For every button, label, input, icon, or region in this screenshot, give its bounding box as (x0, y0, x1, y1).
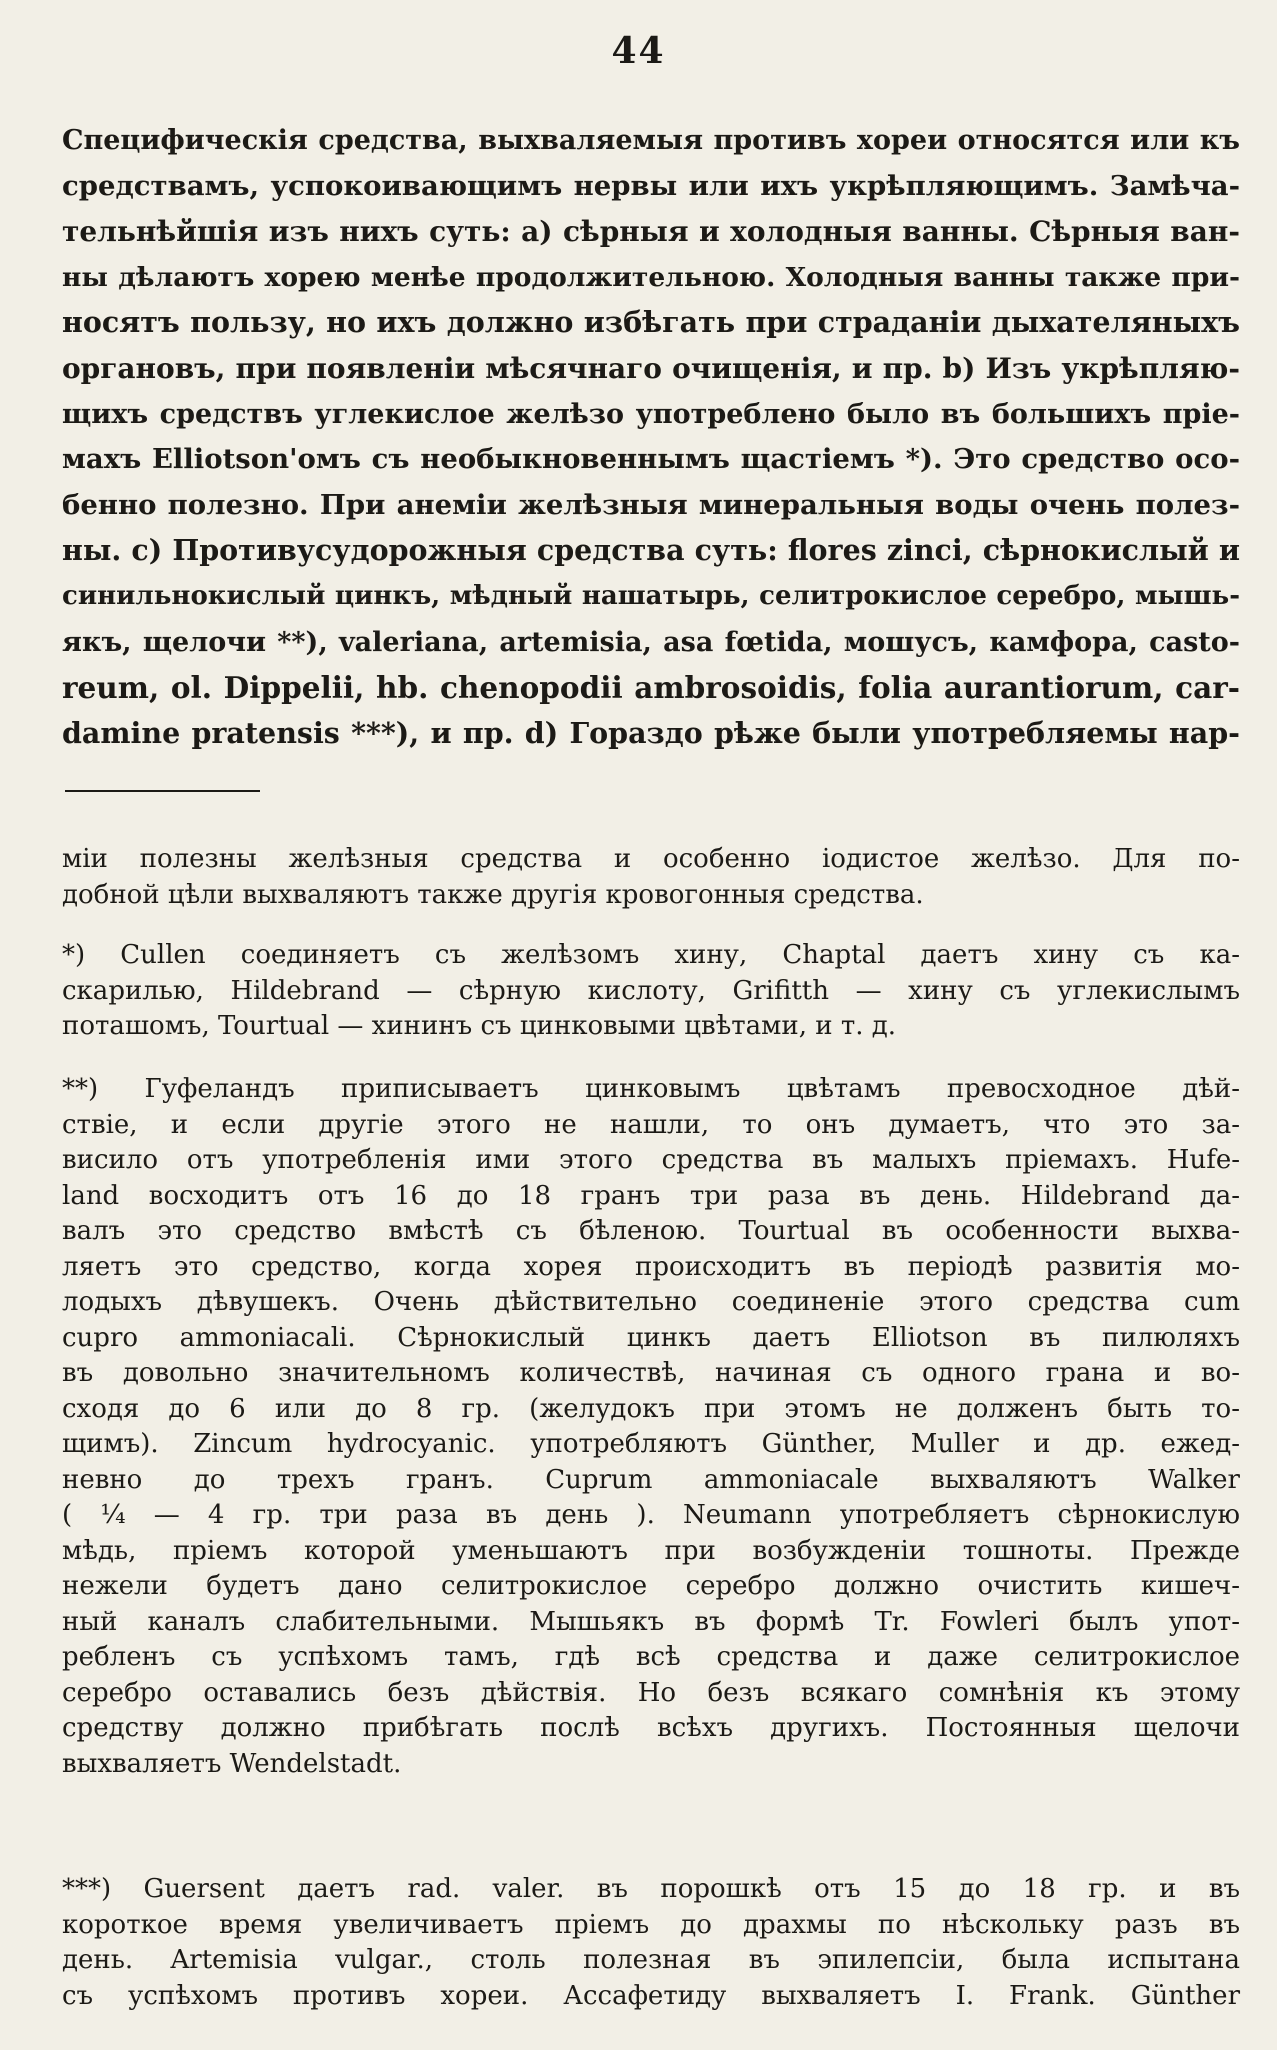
footnote-line: въ довольно значительномъ количествѣ, начиная съ одного грана и во- (62, 1358, 1240, 1388)
footnote-line: нежели будетъ дано селитрокислое серебро должно очистить кишеч- (62, 1571, 1240, 1601)
text-line: ны. с) Противусудорожныя средства суть: flores zinci, сѣрнокислый и (62, 533, 1240, 568)
text-line: синильнокислый цинкъ, мѣдный нашатырь, селитрокислое серебро, мышь- (62, 580, 1240, 611)
footnote-line: добной цѣли выхваляютъ также другія кровогонныя средства. (62, 879, 924, 910)
text-line: махъ Elliotson'омъ съ необыкновеннымъ щастіемъ *). Это средство осо- (62, 443, 1240, 476)
text-line: носятъ пользу, но ихъ должно избѣгать при страданіи дыхателяныхъ (62, 305, 1240, 340)
footnote-line: ***) Guersent даетъ rad. valer. въ порошкѣ отъ 15 до 18 гр. и въ (62, 1874, 1240, 1904)
footnote-line: ляетъ это средство, когда хорея происходитъ въ періодѣ развитія мо- (62, 1251, 1240, 1282)
text-line: Специфическія средства, выхваляемыя противъ хореи относятся или къ (62, 125, 1240, 156)
footnote-line: ный каналъ слабительными. Мышьякъ въ формѣ Tr. Fowleri былъ упот- (62, 1606, 1240, 1637)
page-number: 44 (611, 30, 666, 72)
footnote-line: средству должно прибѣгать послѣ всѣхъ другихъ. Постоянныя щелочи (62, 1713, 1240, 1743)
footnote-line: **) Гуфеландъ приписываетъ цинковымъ цвѣтамъ превосходное дѣй- (62, 1074, 1240, 1104)
footnote-divider (65, 790, 260, 792)
footnote-line: мѣдь, пріемъ которой уменьшаютъ при возбужденіи тошноты. Прежде (62, 1535, 1240, 1566)
footnote-line: *) Cullen соединяетъ съ желѣзомъ хину, Chaptal даетъ хину съ ка- (62, 940, 1240, 970)
footnote-line: выхваляетъ Wendelstadt. (62, 1748, 402, 1779)
footnote-line: поташомъ, Tourtual — хининъ съ цинковыми цвѣтами, и т. д. (62, 1011, 897, 1041)
text-line: бенно полезно. При анеміи желѣзныя минеральныя воды очень полез- (62, 488, 1240, 521)
text-line: reum, ol. Dippelii, hb. chenopodii ambrosoidis, folia aurantiorum, car- (62, 670, 1240, 706)
footnote-line: съ успѣхомъ противъ хореи. Ассафетиду выхваляетъ I. Frank. Günther (62, 1980, 1240, 2011)
text-line: ны дѣлаютъ хорею менѣе продолжительною. Холодныя ванны также при- (62, 261, 1240, 293)
text-line: якъ, щелочи **), valeriana, artemisia, asa fœtida, мошусъ, камфора, casto- (62, 626, 1240, 658)
footnote-continuation (62, 842, 1240, 913)
text-line: damine pratensis ***), и пр. d) Гораздо рѣже были употребляемы нар- (62, 715, 1240, 750)
text-line: тельнѣйшія изъ нихъ суть: а) сѣрныя и холодныя ванны. Сѣрныя ван- (62, 215, 1240, 249)
footnote-line: ствіе, и если другіе этого не нашли, то онъ думаетъ, что это за- (62, 1109, 1240, 1140)
footnote-line: щимъ). Zincum hydrocyanic. употребляютъ Günther, Muller и др. ежед- (62, 1429, 1240, 1459)
footnote-1 (62, 938, 1240, 1045)
text-line: органовъ, при появленіи мѣсячнаго очищенія, и пр. b) Изъ укрѣпляю- (62, 351, 1240, 385)
text-line: средствамъ, успокоивающимъ нервы или ихъ укрѣпляющимъ. Замѣча- (62, 169, 1240, 202)
footnote-line: ( ¼ — 4 гр. три раза въ день ). Neumann употребляетъ сѣрнокислую (62, 1500, 1240, 1530)
footnote-2 (62, 1072, 1240, 1782)
footnote-line: лодыхъ дѣвушекъ. Очень дѣйствительно соединеніе этого средства cum (62, 1287, 1240, 1317)
main-paragraph (62, 118, 1240, 756)
footnote-line: сходя до 6 или до 8 гр. (желудокъ при этомъ не долженъ быть то- (62, 1393, 1240, 1424)
footnote-line: міи полезны желѣзныя средства и особенно іодистое желѣзо. Для по- (62, 844, 1240, 874)
footnote-line: невно до трехъ гранъ. Cuprum ammoniacale выхваляютъ Walker (62, 1464, 1240, 1495)
footnote-line: короткое время увеличиваетъ пріемъ до драхмы по нѣскольку разъ въ (62, 1909, 1240, 1940)
footnote-line: cupro ammoniacali. Сѣрнокислый цинкъ даетъ Elliotson въ пилюляхъ (62, 1322, 1240, 1353)
footnote-line: валъ это средство вмѣстѣ съ бѣленою. Tourtual въ особенности выхва- (62, 1216, 1240, 1246)
footnote-line: ребленъ съ успѣхомъ тамъ, гдѣ всѣ средства и даже селитрокислое (62, 1642, 1240, 1672)
footnote-line: день. Artemisia vulgar., столь полезная въ эпилепсіи, была испытана (62, 1945, 1240, 1975)
footnote-3 (62, 1872, 1240, 2014)
footnote-line: серебро оставались безъ дѣйствія. Но безъ всякаго сомнѣнія къ этому (62, 1677, 1240, 1708)
footnote-line: висило отъ употребленія ими этого средства въ малыхъ пріемахъ. Hufe- (62, 1145, 1240, 1175)
footnote-line: скарилью, Hildebrand — сѣрную кислоту, Grifitth — хину съ углекислымъ (62, 975, 1240, 1006)
footnote-line: land восходитъ отъ 16 до 18 гранъ три раза въ день. Hildebrand да- (62, 1180, 1240, 1211)
text-line: щихъ средствъ углекислое желѣзо употреблено было въ большихъ пріе- (62, 398, 1240, 430)
